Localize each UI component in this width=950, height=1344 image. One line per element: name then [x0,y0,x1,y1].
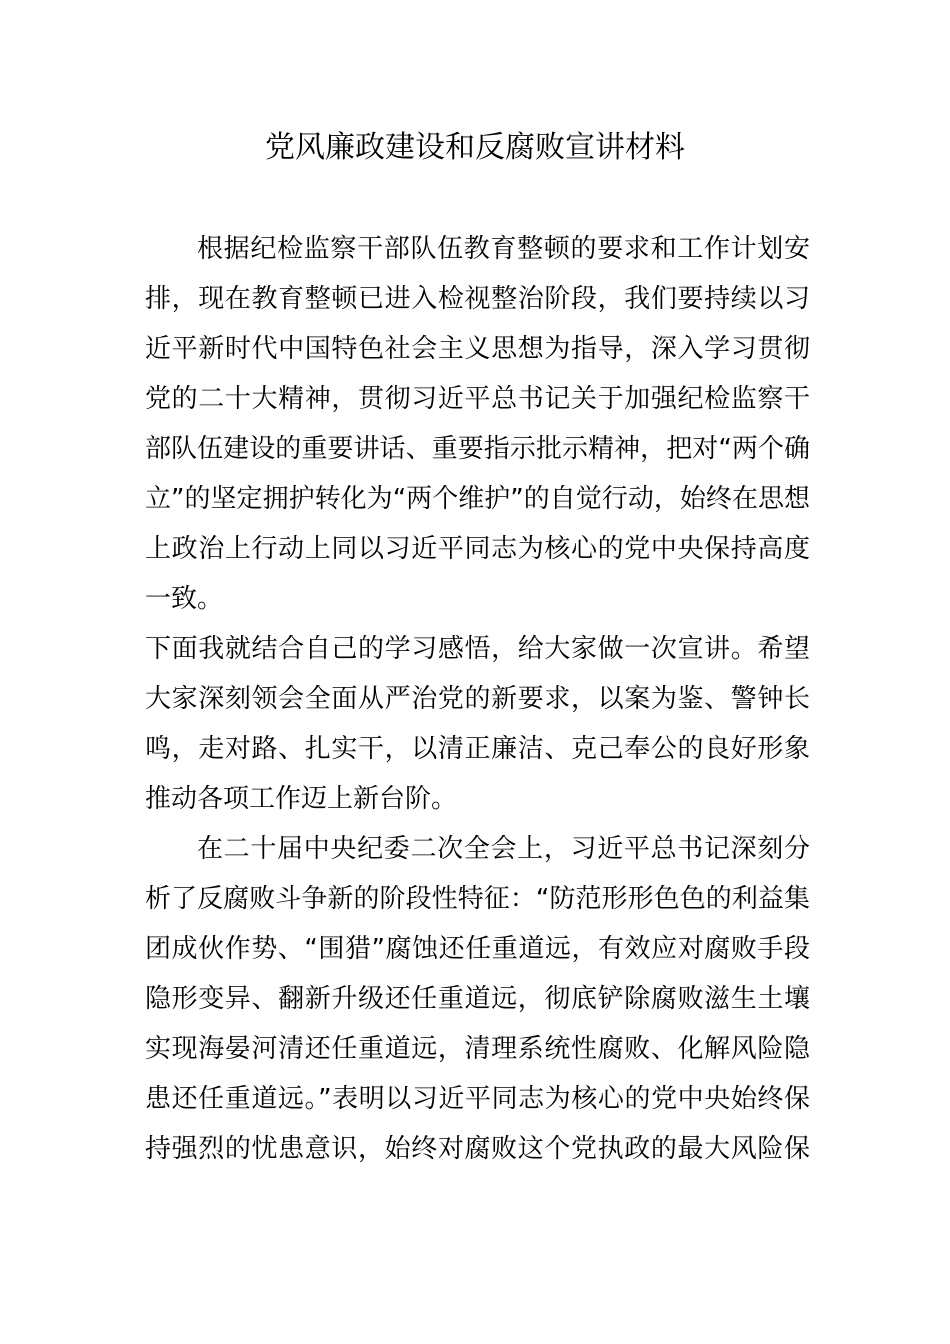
paragraph-1-line-1: 根据纪检监察干部队伍教育整顿的要求和工作计划安 [197,234,810,264]
paragraph-2-line-1: 下面我就结合自己的学习感悟，给大家做一次宣讲。希望 [145,634,810,664]
paragraph-1-line-7: 上政治上行动上同以习近平同志为核心的党中央保持高度 [145,534,810,564]
paragraph-3-line-5: 实现海晏河清还任重道远，清理系统性腐败、化解风险隐 [145,1034,810,1064]
paragraph-3-line-6: 患还任重道远。”表明以习近平同志为核心的党中央始终保 [145,1084,810,1114]
paragraph-1-line-3: 近平新时代中国特色社会主义思想为指导，深入学习贯彻 [145,334,810,364]
paragraph-1-line-6: 立”的坚定拥护转化为“两个维护”的自觉行动，始终在思想 [145,484,810,514]
paragraph-3-line-1: 在二十届中央纪委二次全会上，习近平总书记深刻分 [197,834,810,864]
paragraph-3-line-4: 隐形变异、翻新升级还任重道远，彻底铲除腐败滋生土壤 [145,984,810,1014]
paragraph-3-line-3: 团成伙作势、“围猎”腐蚀还任重道远，有效应对腐败手段 [145,934,810,964]
document-body [145,224,810,1174]
paragraph-1-line-8: 一致。 [145,584,224,614]
paragraph-3-line-2: 析了反腐败斗争新的阶段性特征：“防范形形色色的利益集 [145,884,810,914]
paragraph-2-line-2: 大家深刻领会全面从严治党的新要求，以案为鉴、警钟长 [145,684,810,714]
paragraph-3-line-7: 持强烈的忧患意识，始终对腐败这个党执政的最大风险保 [145,1134,810,1164]
paragraph-1-line-5: 部队伍建设的重要讲话、重要指示批示精神，把对“两个确 [145,434,810,464]
paragraph-2-line-4: 推动各项工作迈上新台阶。 [145,784,458,814]
document-title: 党风廉政建设和反腐败宣讲材料 [265,130,685,165]
paragraph-2-line-3: 鸣，走对路、扎实干，以清正廉洁、克己奉公的良好形象 [145,734,810,764]
paragraph-1-line-4: 党的二十大精神，贯彻习近平总书记关于加强纪检监察干 [145,384,810,414]
paragraph-1-line-2: 排，现在教育整顿已进入检视整治阶段，我们要持续以习 [145,284,810,314]
